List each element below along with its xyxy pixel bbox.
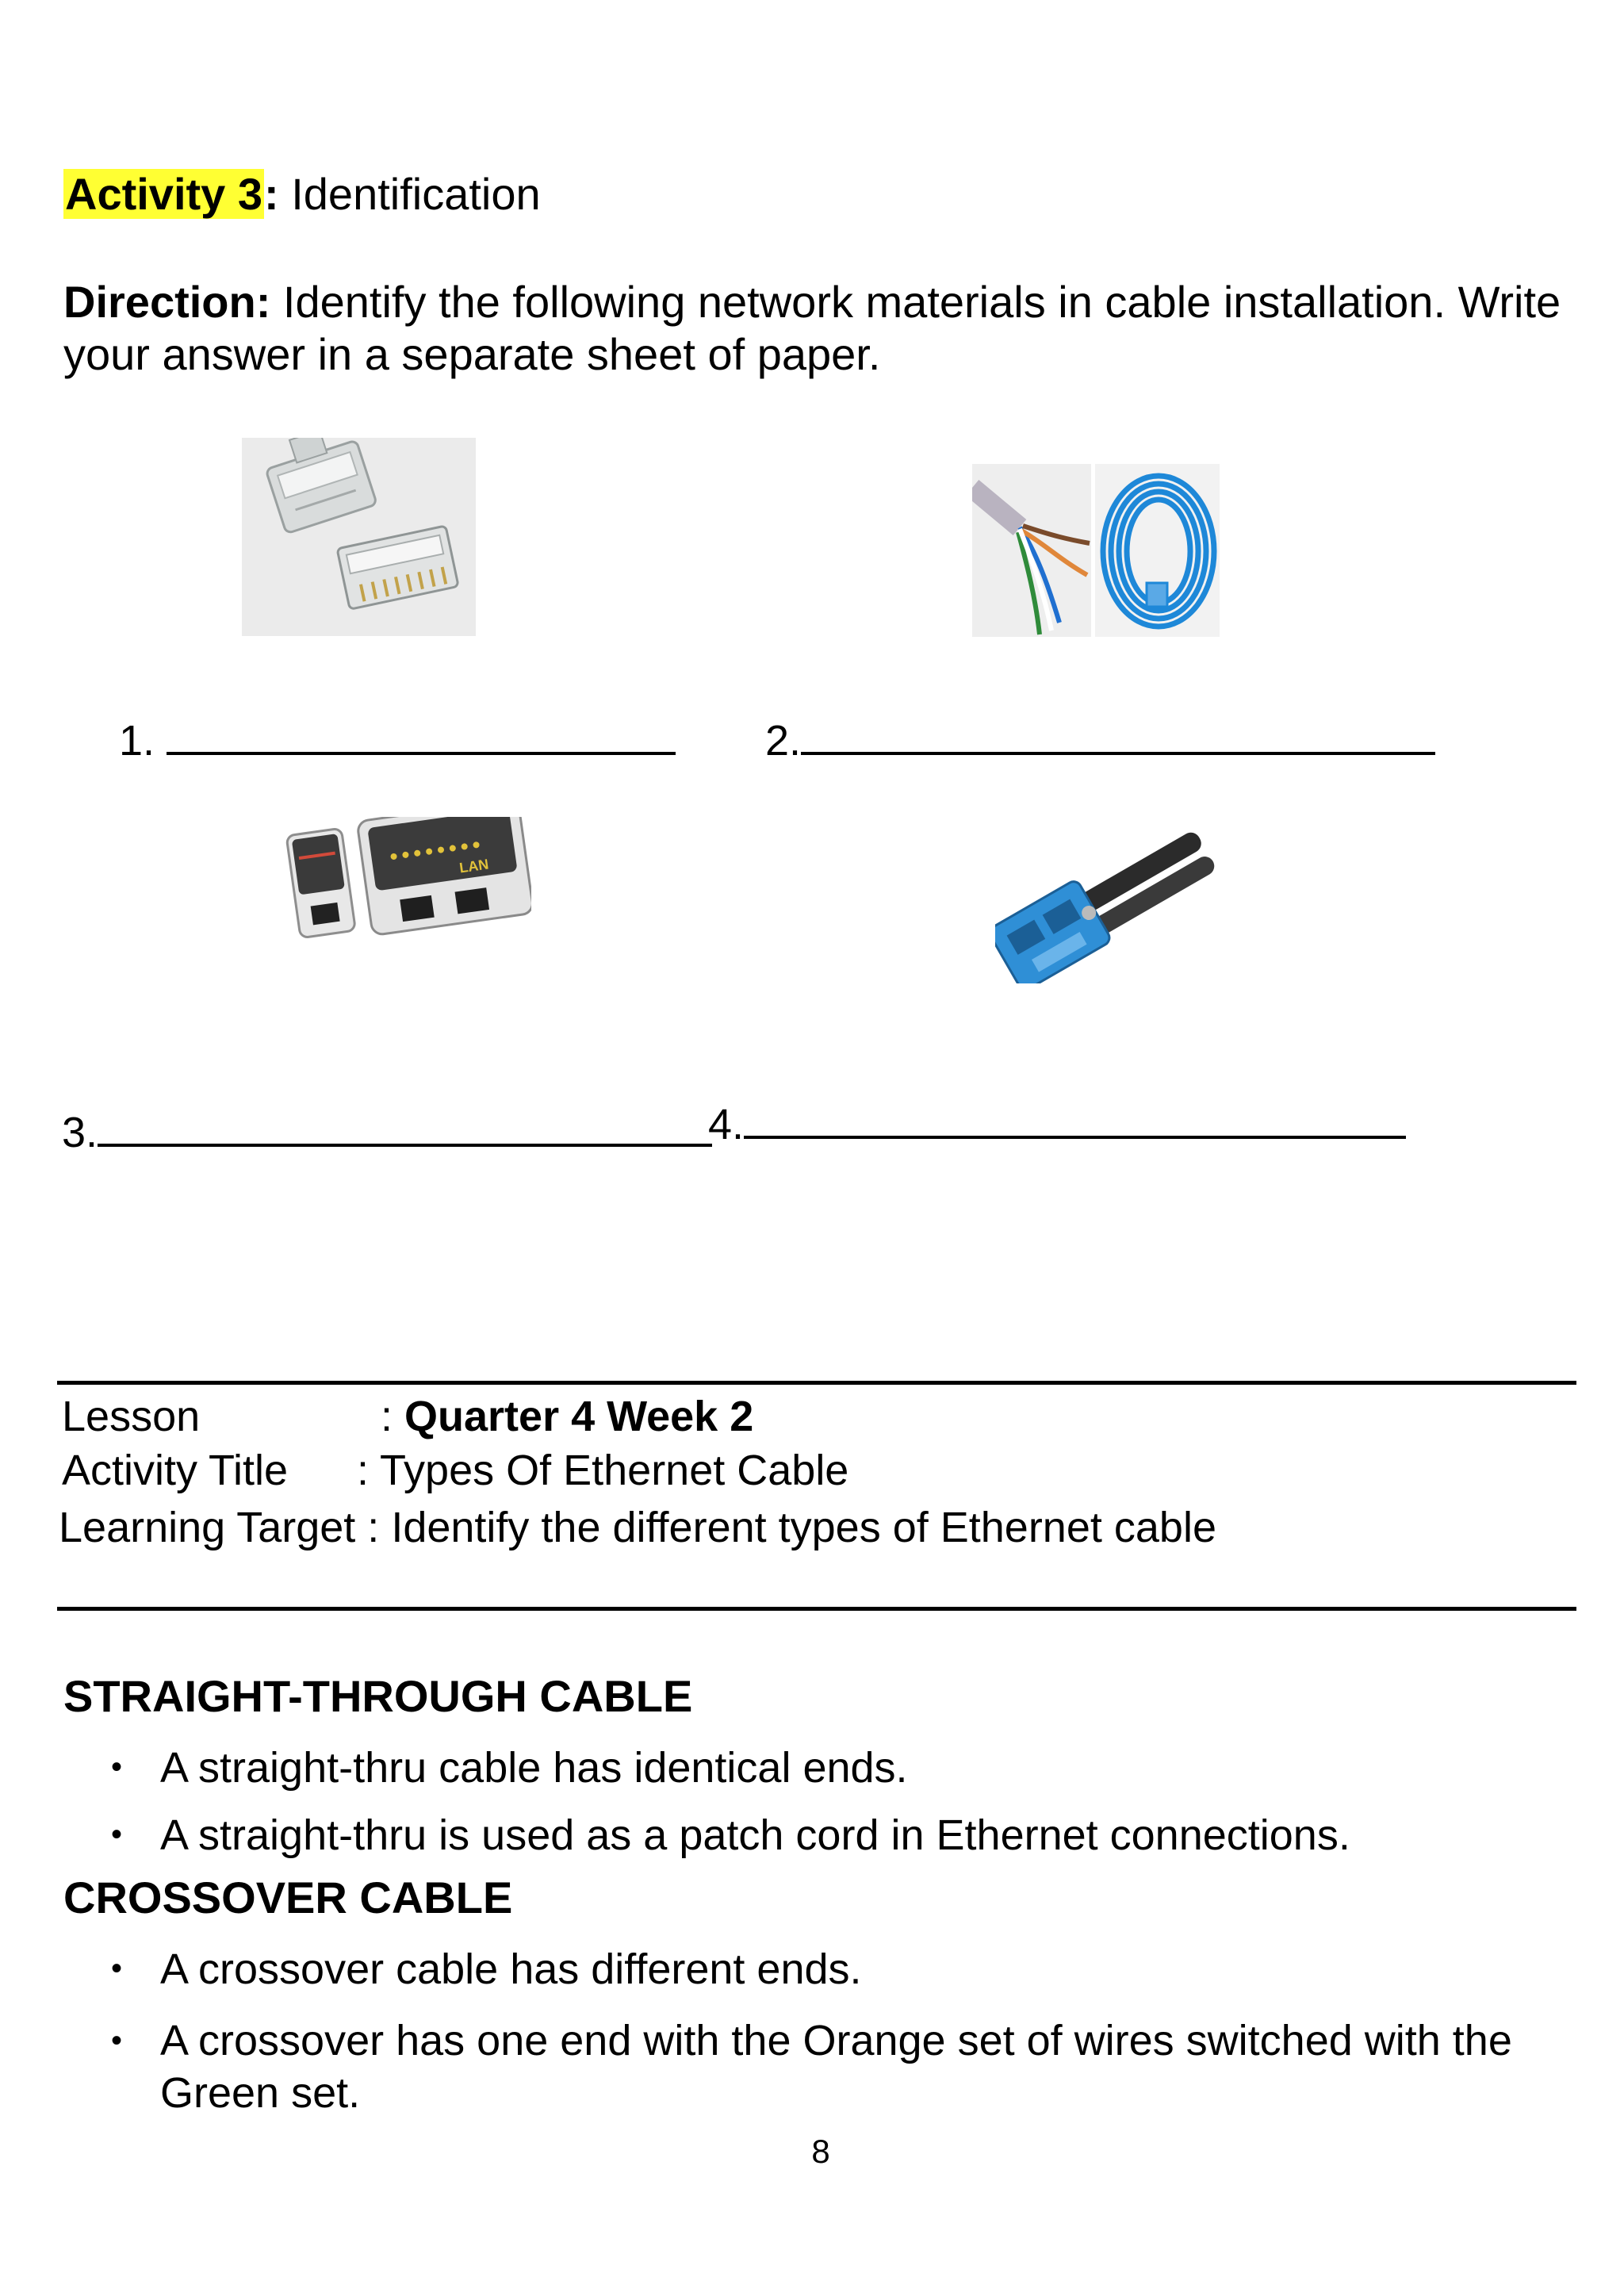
- item-2-number: 2.: [765, 717, 802, 765]
- list-item: [111, 1943, 862, 1995]
- item-1: [119, 712, 676, 766]
- item-2-answer-blank[interactable]: [801, 712, 1435, 755]
- item-1-number: 1.: [119, 717, 167, 765]
- bullet-icon: •: [111, 1951, 123, 1986]
- bullet-text: A straight-thru cable has identical ends.: [160, 1744, 908, 1792]
- bullet-icon: •: [111, 2023, 123, 2058]
- bullet-text: A crossover has one end with the Orange set of wires switched with the Green set.: [160, 2017, 1512, 2117]
- bullet-icon: •: [111, 1817, 123, 1852]
- item-3-answer-blank[interactable]: [98, 1104, 712, 1147]
- direction-label: Direction:: [63, 277, 271, 327]
- learning-target-label: Learning Target: [59, 1504, 356, 1551]
- direction-text: Identify the following network materials in cable installation. Write your answer in a separate sheet of paper.: [63, 277, 1561, 379]
- section-heading-crossover: CROSSOVER CABLE: [63, 1872, 513, 1922]
- bullet-text: A straight-thru is used as a patch cord in Ethernet connections.: [160, 1811, 1350, 1859]
- item-4: [708, 1096, 1406, 1150]
- activity-title: Identification: [278, 169, 541, 219]
- lesson-top-divider: [57, 1381, 1576, 1385]
- activity-colon: :: [264, 169, 279, 219]
- lan-cable-tester-image: [282, 817, 531, 952]
- learning-target-sep: :: [355, 1504, 392, 1551]
- utp-cable-image: [972, 464, 1220, 637]
- list-item: [111, 1742, 908, 1793]
- learning-target-value: Identify the different types of Ethernet cable: [391, 1504, 1216, 1551]
- learning-target-row: [59, 1502, 1216, 1553]
- direction-paragraph: [63, 276, 1570, 381]
- item-2: [765, 712, 1435, 766]
- item-1-answer-blank[interactable]: [167, 712, 676, 755]
- activity-title-label: Activity Title: [62, 1447, 289, 1494]
- activity-heading: [63, 168, 541, 220]
- item-4-number: 4.: [708, 1101, 745, 1148]
- bullet-text: A crossover cable has different ends.: [160, 1945, 862, 1993]
- lesson-bottom-divider: [57, 1607, 1576, 1611]
- item-4-answer-blank[interactable]: [744, 1096, 1406, 1139]
- crimping-tool-image: [995, 813, 1217, 983]
- item-3: [62, 1104, 712, 1158]
- bullet-icon: •: [111, 1750, 123, 1784]
- list-item: [111, 2014, 1586, 2119]
- section-heading-straight-through: STRAIGHT-THROUGH CABLE: [63, 1671, 693, 1721]
- activity-title-value: Types Of Ethernet Cable: [380, 1447, 849, 1494]
- page-number: 8: [811, 2133, 830, 2170]
- lesson-sep: :: [381, 1393, 405, 1440]
- tester-brand-text: LAN: [458, 856, 490, 876]
- activity-title-sep: :: [357, 1447, 381, 1494]
- lesson-row: [62, 1391, 753, 1442]
- activity-title-row: [62, 1445, 848, 1496]
- item-3-number: 3.: [62, 1109, 98, 1156]
- list-item: [111, 1809, 1350, 1861]
- lesson-value: Quarter 4 Week 2: [404, 1393, 754, 1440]
- activity-label: Activity 3: [65, 169, 262, 219]
- rj45-connector-image: [242, 438, 476, 636]
- lesson-label: Lesson: [62, 1393, 201, 1440]
